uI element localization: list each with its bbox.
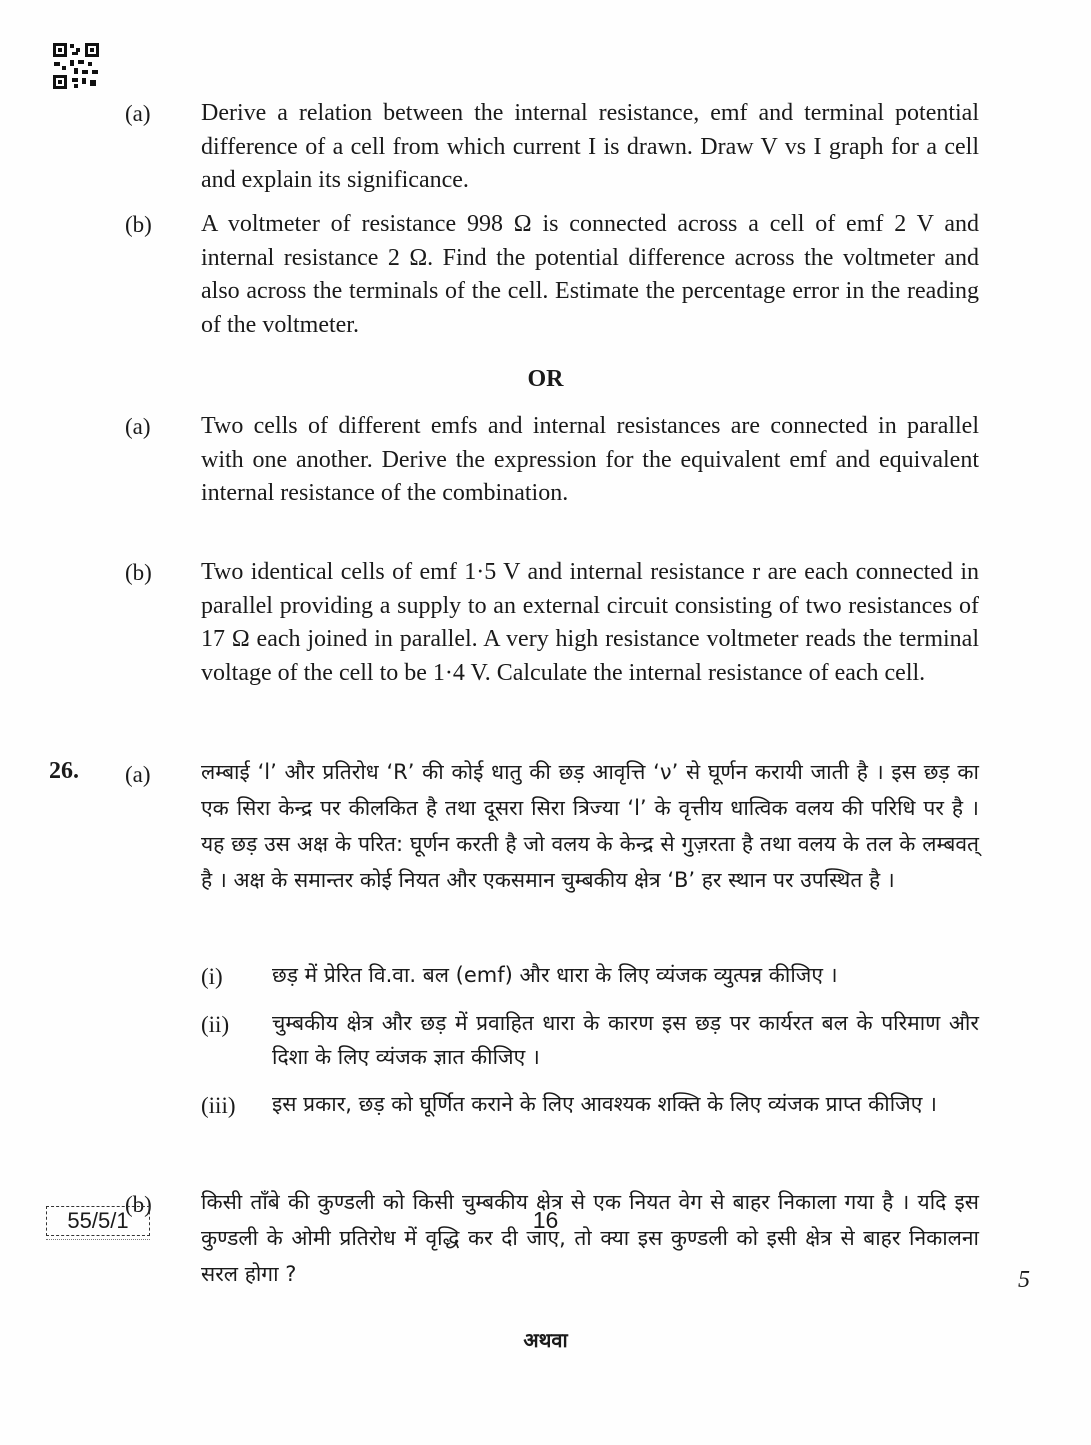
q26-sub-ii-label: (ii) [201,1012,230,1037]
alt-part-a-text: Two cells of different emfs and internal resistances are connected in parallel with one another. Derive the expression for the equivalent emf and equivalent internal resistance of the combination. [201,413,979,506]
q26-part-b-text: किसी ताँबे की कुण्डली को किसी चुम्बकीय क्षेत्र से एक नियत वेग से बाहर निकाला गया है । यदि इस कुण्डली के ओमी प्रतिरोध में वृद्धि कर दी जाए, तो क्या इस कुण्डली को इसी क्षेत्र से बाहर निकालना सरल होगा ? [201,1190,979,1286]
alt-part-a-label: (a) [125,414,151,439]
q26-part-a-text: लम्बाई ‘l’ और प्रतिरोध ‘R’ की कोई धातु की छड़ आवृत्ति ‘ν’ से घूर्णन करायी जाती है । इस छड़ का एक सिरा केन्द्र पर कीलकित है तथा दूसरा सिरा त्रिज्या ‘l’ के वृत्तीय धात्विक वलय की परिधि पर है । यह छड़ उस अक्ष के परित: घूर्णन करती है जो वलय के केन्द्र से गुज़रता है तथा वलय के तल के लम्बवत् है । अक्ष के समान्तर कोई नियत और एकसमान चुम्बकीय क्षेत्र ‘B’ हर स्थान पर उपस्थित है । [201,760,979,892]
q25-part-a-label: (a) [125,101,151,126]
marks-value: 5 [1018,1267,1030,1293]
q25-part-b-text: A voltmeter of resistance 998 Ω is connected across a cell of emf 2 V and internal resistance 2 Ω. Find the potential difference across the voltmeter and also across the terminals of the cell. Estimate the percentage error in the reading of the voltmeter. [201,211,979,338]
q26-sub-i-text: छड़ में प्रेरित वि.वा. बल (emf) और धारा के लिए व्यंजक व्युत्पन्न कीजिए । [272,963,838,987]
athva-heading: अथवा [523,1328,568,1352]
or-heading: OR [527,366,564,392]
q26-sub-ii-text: चुम्बकीय क्षेत्र और छड़ में प्रवाहित धारा के कारण इस छड़ पर कार्यरत बल के परिमाण और दिशा के लिए व्यंजक ज्ञात कीजिए । [272,1011,979,1069]
q26-sub-i-label: (i) [201,964,223,989]
paper-code-underline [46,1239,150,1244]
q25-part-a-text: Derive a relation between the internal resistance, emf and terminal potential difference of a cell from which current I is drawn. Draw V vs I graph for a cell and explain its significance. [201,100,979,193]
q26-part-b-label: (b) [125,1192,152,1217]
q26-sub-iii-text: इस प्रकार, छड़ को घूर्णित कराने के लिए आवश्यक शक्ति के लिए व्यंजक प्राप्त कीजिए । [272,1092,937,1116]
alt-part-b-label: (b) [125,560,152,585]
alt-part-b-text: Two identical cells of emf 1·5 V and internal resistance r are each connected in parallel providing a supply to an external circuit consisting of two resistances of 17 Ω each joined in parallel. A very high resistance voltmeter reads the terminal voltage of the cell to be 1·4 V. Calculate the internal resistance of each cell. [201,559,979,686]
paper-code: 55/5/1 [46,1206,150,1236]
q25-part-b-label: (b) [125,212,152,237]
qr-code-icon [52,42,100,90]
q26-part-a-label: (a) [125,762,151,787]
question-number: 26. [49,758,79,784]
q26-sub-iii-label: (iii) [201,1093,236,1118]
page-number: 16 [532,1207,559,1233]
